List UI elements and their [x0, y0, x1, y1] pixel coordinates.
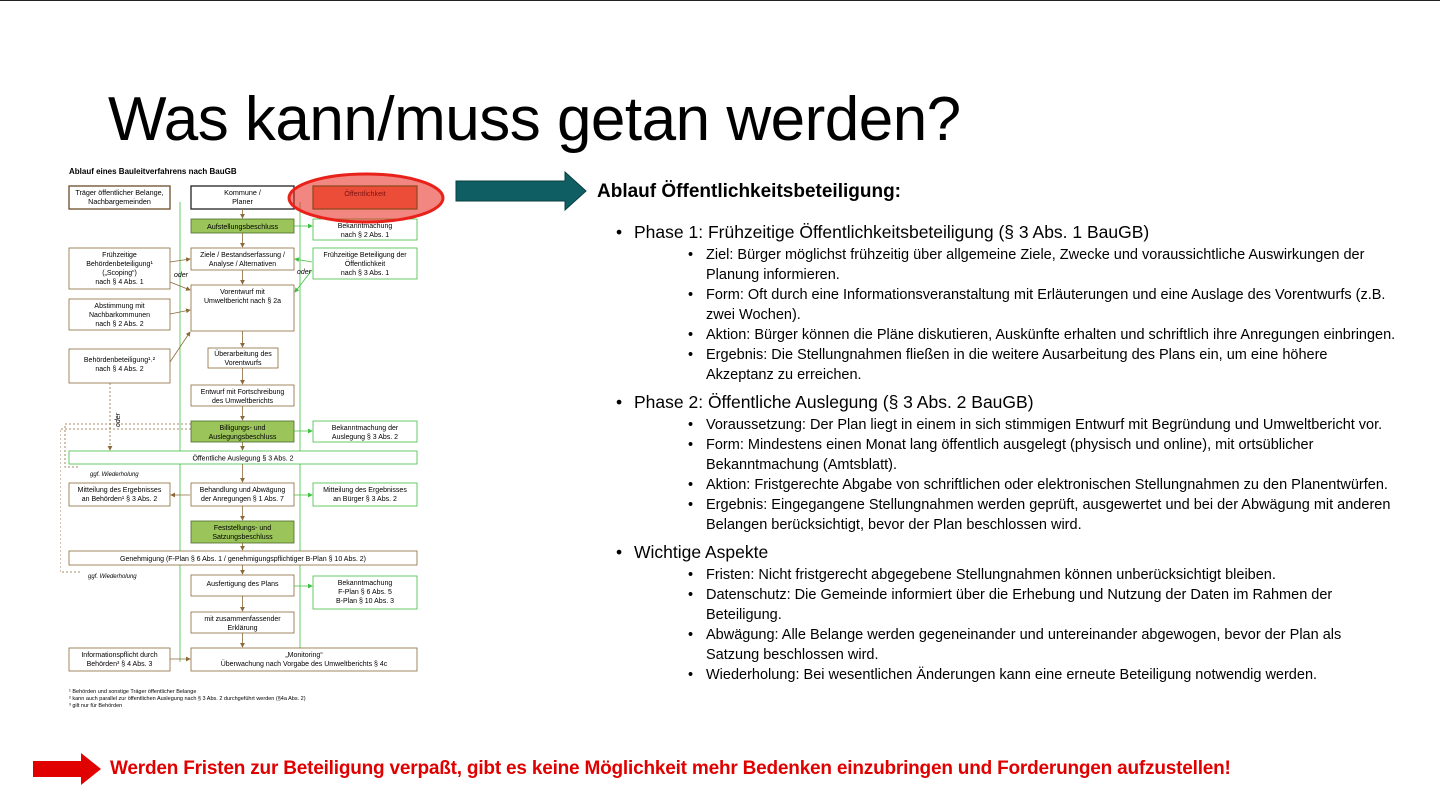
box-behandlung-abwaegung — [191, 483, 294, 506]
box-vorentwurf — [191, 285, 294, 331]
svg-text:B-Plan § 10 Abs. 3: B-Plan § 10 Abs. 3 — [336, 598, 394, 605]
footnote-3: ³ gilt nur für Behörden — [69, 703, 123, 709]
svg-text:Feststellungs- und: Feststellungs- und — [213, 525, 272, 532]
footer-warning: Werden Fristen zur Beteiligung verpaßt, gibt es keine Möglichkeit mehr Bedenken einzubringen und Forderungen aufzustellen! — [110, 758, 1231, 779]
box-feststellungsbeschluss — [191, 521, 294, 543]
svg-text:mit zusammenfassender: mit zusammenfassender — [204, 616, 281, 623]
aspects-list — [616, 565, 1416, 685]
svg-text:Nachbarkommunen: Nachbarkommunen — [88, 312, 151, 319]
list-item: • Form: Oft durch eine Informationsveranstaltung mit Erläuterungen und eine Auslage des Vorentwurfs (z.B. zwei Wochen). — [688, 285, 1396, 325]
box-bekanntmachung-auslegung — [313, 421, 417, 442]
aspects-title: • Wichtige Aspekte — [616, 541, 1416, 563]
label-oder-right: oder — [297, 269, 312, 276]
phase-2-title: • Phase 2: Öffentliche Auslegung (§ 3 Abs. 2 BauGB) — [616, 391, 1416, 413]
box-oeffentliche-auslegung — [69, 451, 417, 464]
svg-text:Planer: Planer — [232, 197, 253, 206]
column-header-center — [191, 186, 294, 209]
svg-text:Analyse / Alternativen: Analyse / Alternativen — [208, 261, 277, 268]
highlight-ellipse — [289, 174, 443, 222]
box-fruehzeitige-behoerdenbeteiligung — [69, 248, 170, 289]
label-oder-left: oder — [174, 272, 189, 279]
svg-text:Träger öffentlicher Belange,: Träger öffentlicher Belange, — [75, 188, 164, 197]
svg-text:nach § 4 Abs. 2: nach § 4 Abs. 2 — [95, 366, 144, 373]
list-item: • Wiederholung: Bei wesentlichen Änderungen kann eine erneute Beteiligung notwendig werden. — [688, 665, 1396, 685]
arrow-right-icon — [455, 171, 588, 211]
box-entwurf — [191, 385, 294, 406]
content-list — [616, 215, 1416, 689]
box-aufstellungsbeschluss — [191, 219, 294, 233]
svg-text:Frühzeitige: Frühzeitige — [102, 252, 137, 259]
box-mitteilung-buerger — [313, 483, 417, 506]
box-genehmigung — [69, 551, 417, 565]
svg-text:Behördenbeteiligung¹˒²: Behördenbeteiligung¹˒² — [83, 357, 156, 364]
svg-text:Frühzeitige Beteiligung der: Frühzeitige Beteiligung der — [323, 252, 407, 259]
svg-text:Genehmigung (F-Plan § 6 Abs. 1: Genehmigung (F-Plan § 6 Abs. 1 / genehmigungspflichtiger B-Plan § 10 Abs. 2) — [120, 556, 366, 563]
list-item: • Fristen: Nicht fristgerecht abgegebene Stellungnahmen können unberücksichtigt bleiben. — [688, 565, 1396, 585]
svg-text:Auslegung § 3 Abs. 2: Auslegung § 3 Abs. 2 — [331, 434, 399, 441]
svg-text:Bekanntmachung: Bekanntmachung — [337, 223, 393, 230]
svg-text:an Behörden¹ § 3 Abs. 2: an Behörden¹ § 3 Abs. 2 — [81, 496, 158, 503]
list-item: • Aktion: Fristgerechte Abgabe von schriftlichen oder elektronischen Stellungnahmen zu den Planentwürfen. — [688, 475, 1396, 495]
section-heading: Ablauf Öffentlichkeitsbeteiligung: — [597, 181, 902, 202]
svg-text:(„Scoping“): („Scoping“) — [102, 270, 137, 277]
svg-text:nach § 3 Abs. 1: nach § 3 Abs. 1 — [340, 270, 390, 277]
svg-text:Öffentliche Auslegung § 3 Abs.: Öffentliche Auslegung § 3 Abs. 2 — [192, 455, 294, 463]
list-item: • Abwägung: Alle Belange werden gegeneinander und untereinander abgewogen, bevor der Plan als Satzung beschlossen wird. — [688, 625, 1396, 665]
list-item: • Aktion: Bürger können die Pläne diskutieren, Auskünfte erhalten und schriftlich ihre Anregungen einbringen. — [688, 325, 1396, 345]
label-wiederholung-2: ggf. Wiederholung — [88, 574, 137, 580]
box-ziele-bestandserfassung — [191, 248, 294, 270]
warning-arrow-icon — [33, 752, 103, 786]
svg-text:Überwachung nach Vorgabe des U: Überwachung nach Vorgabe des Umweltberichts § 4c — [220, 661, 388, 668]
phase-2-list — [616, 415, 1416, 535]
column-header-left — [69, 186, 170, 209]
phase-1-title: • Phase 1: Frühzeitige Öffentlichkeitsbeteiligung (§ 3 Abs. 1 BauGB) — [616, 221, 1416, 243]
svg-text:des Umweltberichts: des Umweltberichts — [211, 398, 274, 405]
box-billigungsbeschluss — [191, 421, 294, 442]
box-abstimmung-nachbarkommunen — [69, 299, 170, 330]
box-erklaerung — [191, 612, 294, 633]
svg-text:„Monitoring“: „Monitoring“ — [285, 652, 323, 659]
list-item: • Ziel: Bürger möglichst frühzeitig über allgemeine Ziele, Zwecke und voraussichtliche Auswirkungen der Planung informieren. — [688, 245, 1396, 285]
svg-text:Behörden³ § 4 Abs. 3: Behörden³ § 4 Abs. 3 — [86, 661, 153, 668]
slide-title: Was kann/muss getan werden? — [108, 85, 961, 154]
box-ueberarbeitung — [208, 348, 278, 368]
svg-text:Ziele / Bestandserfassung /: Ziele / Bestandserfassung / — [200, 252, 285, 259]
list-item: • Ergebnis: Eingegangene Stellungnahmen werden geprüft, ausgewertet und bei der Abwägung mit anderen Belangen berücksichtigt, bevor der Plan beschlossen wird. — [688, 495, 1396, 535]
svg-text:nach § 4 Abs. 1: nach § 4 Abs. 1 — [95, 279, 144, 286]
svg-text:an Bürger § 3 Abs. 2: an Bürger § 3 Abs. 2 — [333, 496, 397, 503]
svg-text:Bekanntmachung der: Bekanntmachung der — [331, 425, 399, 432]
svg-text:Mitteilung des Ergebnisses: Mitteilung des Ergebnisses — [323, 487, 407, 494]
svg-text:Aufstellungsbeschluss: Aufstellungsbeschluss — [206, 222, 279, 231]
svg-text:Umweltbericht nach § 2a: Umweltbericht nach § 2a — [203, 298, 282, 305]
svg-text:Vorentwurfs: Vorentwurfs — [224, 360, 262, 367]
phase-1-list — [616, 245, 1416, 385]
svg-text:Ausfertigung des Plans: Ausfertigung des Plans — [206, 581, 279, 588]
svg-text:F-Plan § 6 Abs. 5: F-Plan § 6 Abs. 5 — [338, 589, 392, 596]
svg-text:der Anregungen § 1 Abs. 7: der Anregungen § 1 Abs. 7 — [201, 496, 284, 503]
svg-text:Vorentwurf mit: Vorentwurf mit — [220, 289, 265, 296]
box-mitteilung-behoerden — [69, 483, 170, 506]
flowchart-title: Ablauf eines Bauleitverfahrens nach BauGB — [69, 167, 237, 176]
svg-text:Entwurf mit Fortschreibung: Entwurf mit Fortschreibung — [200, 389, 285, 396]
list-item: • Form: Mindestens einen Monat lang öffentlich ausgelegt (physisch und online), mit ortsüblicher Bekanntmachung (Amtsblatt). — [688, 435, 1396, 475]
list-item: • Datenschutz: Die Gemeinde informiert über die Erhebung und Nutzung der Daten im Rahmen der Beteiligung. — [688, 585, 1396, 625]
svg-text:Behördenbeteiligung¹: Behördenbeteiligung¹ — [86, 261, 153, 268]
bauleitverfahren-flowchart — [60, 162, 460, 710]
svg-text:nach § 2 Abs. 1: nach § 2 Abs. 1 — [340, 232, 390, 239]
svg-text:Informationspflicht durch: Informationspflicht durch — [81, 652, 158, 659]
box-fruehzeitige-oeffentlichkeitsbeteiligung — [313, 248, 417, 279]
list-item: • Voraussetzung: Der Plan liegt in einem in sich stimmigen Entwurf mit Begründung und Umweltbericht vor. — [688, 415, 1396, 435]
svg-text:Kommune /: Kommune / — [224, 188, 261, 197]
box-bekanntmachung-plan — [313, 576, 417, 609]
svg-text:Erklärung: Erklärung — [227, 625, 258, 632]
svg-text:nach § 2 Abs. 2: nach § 2 Abs. 2 — [95, 321, 144, 328]
footnote-1: ¹ Behörden und sonstige Träger öffentlicher Belange — [69, 689, 197, 695]
svg-text:Überarbeitung des: Überarbeitung des — [214, 351, 272, 358]
svg-text:Nachbargemeinden: Nachbargemeinden — [88, 197, 151, 206]
footnote-2: ² kann auch parallel zur öffentlichen Auslegung nach § 3 Abs. 2 durchgeführt werden (§4a Abs. 2) — [69, 696, 306, 702]
svg-text:Abstimmung mit: Abstimmung mit — [94, 303, 145, 310]
box-ausfertigung — [191, 575, 294, 596]
svg-text:Auslegungsbeschluss: Auslegungsbeschluss — [208, 434, 277, 441]
svg-text:Bekanntmachung: Bekanntmachung — [337, 580, 393, 587]
svg-text:Satzungsbeschluss: Satzungsbeschluss — [212, 534, 273, 541]
top-border-line — [0, 0, 1440, 1]
svg-text:Mitteilung des Ergebnisses: Mitteilung des Ergebnisses — [77, 487, 162, 494]
svg-text:Behandlung und Abwägung: Behandlung und Abwägung — [199, 487, 286, 494]
svg-text:Billigungs- und: Billigungs- und — [219, 425, 266, 432]
svg-text:Öffentlichkeit: Öffentlichkeit — [344, 261, 386, 268]
box-informationspflicht — [69, 648, 170, 671]
box-behoerdenbeteiligung — [69, 349, 170, 383]
box-monitoring — [191, 648, 417, 671]
label-wiederholung-1: ggf. Wiederholung — [90, 472, 139, 478]
label-oder-vertical: oder — [115, 412, 122, 427]
list-item: • Ergebnis: Die Stellungnahmen fließen in die weitere Ausarbeitung des Plans ein, um eine höhere Akzeptanz zu erreichen. — [688, 345, 1396, 385]
